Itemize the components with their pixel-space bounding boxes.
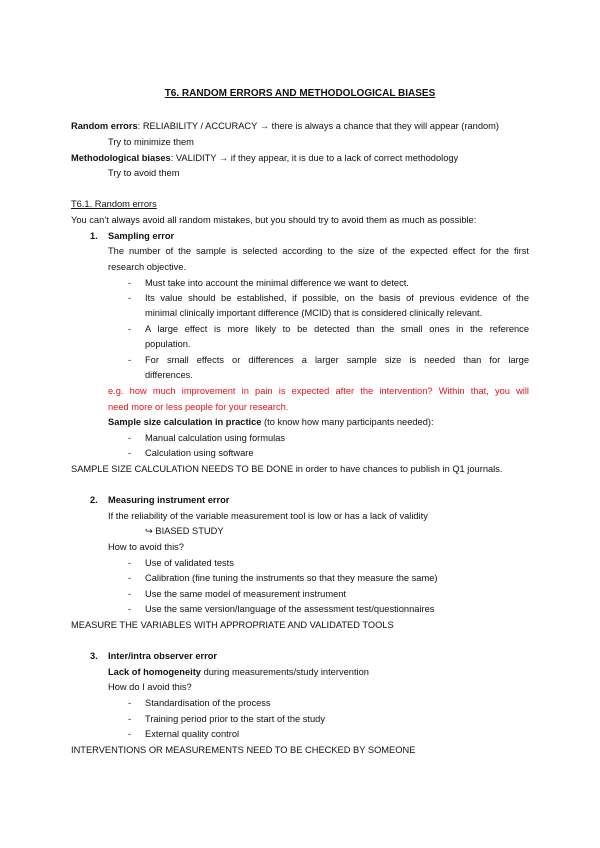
biases-label: Methodological biases <box>71 153 171 163</box>
item1-bullet: Must take into account the minimal difference we want to detect. <box>145 278 409 288</box>
item1-calc-bullet: Manual calculation using formulas <box>145 433 286 443</box>
random-errors-text: : RELIABILITY / ACCURACY → there is always a chance that they will appear (random) <box>137 121 500 131</box>
biases-sub: Try to avoid them <box>108 168 180 178</box>
item2-note: MEASURE THE VARIABLES WITH APPROPRIATE AND VALIDATED TOOLS <box>71 620 394 630</box>
item2-arrow-line: ↪ BIASED STUDY <box>145 526 224 536</box>
item1-calc-label: Sample size calculation in practice <box>108 417 262 427</box>
item1-para-line2: research objective. <box>108 262 187 272</box>
item2-title: Measuring instrument error <box>108 495 230 505</box>
item3-number: 3. <box>90 651 98 661</box>
bullet-dash: - <box>128 729 132 739</box>
biases-line <box>71 151 458 167</box>
item2-bullet: Use the same version/language of the assessment test/questionnaires <box>145 604 435 614</box>
item1-note: SAMPLE SIZE CALCULATION NEEDS TO BE DONE in order to have chances to publish in Q1 journals. <box>71 464 503 474</box>
item2-question: How to avoid this? <box>108 542 184 552</box>
bullet-dash: - <box>128 604 132 614</box>
item3-question: How do I avoid this? <box>108 682 192 692</box>
item1-example-line1: e.g. how much improvement in pain is expected after the intervention? Within that, you will <box>108 386 529 396</box>
bullet-dash: - <box>128 714 132 724</box>
item3-title: Inter/intra observer error <box>108 651 218 661</box>
item3-lack-line <box>108 665 369 681</box>
item3-bullet: External quality control <box>145 729 240 739</box>
item3-lack-text: during measurements/study intervention <box>200 667 369 677</box>
item2-bullet: Use of validated tests <box>145 558 234 568</box>
random-errors-label: Random errors <box>71 121 138 131</box>
item1-calc-text: (to know how many participants needed): <box>261 417 434 427</box>
biases-text: : VALIDITY → if they appear, it is due to a lack of correct methodology <box>170 153 459 163</box>
section-lead: You can’t always avoid all random mistakes, but you should try to avoid them as much as possible: <box>71 215 477 225</box>
bullet-dash: - <box>128 278 132 288</box>
item1-bullet: For small effects or differences a larger sample size is needed than for large <box>145 355 529 365</box>
item2-bullet: Calibration (fine tuning the instruments so that they measure the same) <box>145 573 438 583</box>
bullet-dash: - <box>128 433 132 443</box>
item1-bullet-cont: population. <box>145 339 191 349</box>
bullet-dash: - <box>128 698 132 708</box>
item1-bullet-cont: minimal clinically important difference (MCID) that is considered clinically relevant. <box>145 308 483 318</box>
item1-title: Sampling error <box>108 231 175 241</box>
bullet-dash: - <box>128 558 132 568</box>
item1-calc-line <box>108 415 434 431</box>
item1-bullet-cont: differences. <box>145 370 193 380</box>
random-errors-sub: Try to minimize them <box>108 137 194 147</box>
item1-example-line2: need more or less people for your research. <box>108 402 289 412</box>
section-heading: T6.1. Random errors <box>71 199 157 209</box>
item3-lack-label: Lack of homogeneity <box>108 667 201 677</box>
item1-bullet: A large effect is more likely to be detected than the small ones in the reference <box>145 324 529 334</box>
item2-bullet: Use the same model of measurement instrument <box>145 589 347 599</box>
random-errors-line <box>71 119 499 135</box>
page-title: T6. RANDOM ERRORS AND METHODOLOGICAL BIASES <box>164 88 436 99</box>
item3-bullet: Training period prior to the start of the study <box>145 714 326 724</box>
item1-bullet: Its value should be established, if possible, on the basis of previous evidence of the <box>145 293 529 303</box>
item3-note: INTERVENTIONS OR MEASUREMENTS NEED TO BE CHECKED BY SOMEONE <box>71 745 416 755</box>
item3-bullet: Standardisation of the process <box>145 698 271 708</box>
bullet-dash: - <box>128 293 132 303</box>
bullet-dash: - <box>128 448 132 458</box>
item2-para: If the reliability of the variable measurement tool is low or has a lack of validity <box>108 511 428 521</box>
bullet-dash: - <box>128 355 132 365</box>
item1-para-line1: The number of the sample is selected according to the size of the expected effect for the first <box>108 246 529 256</box>
bullet-dash: - <box>128 324 132 334</box>
bullet-dash: - <box>128 573 132 583</box>
item1-calc-bullet: Calculation using software <box>145 448 254 458</box>
item1-number: 1. <box>90 231 98 241</box>
bullet-dash: - <box>128 589 132 599</box>
item2-number: 2. <box>90 495 98 505</box>
